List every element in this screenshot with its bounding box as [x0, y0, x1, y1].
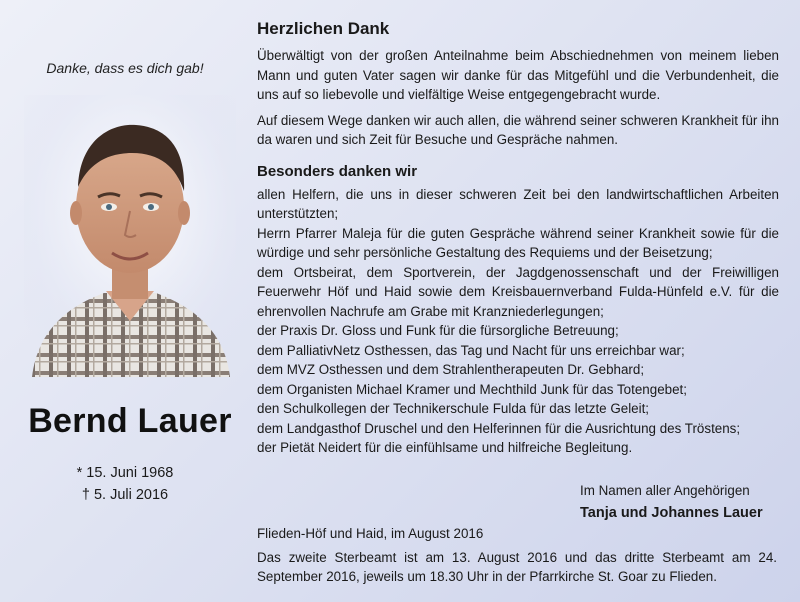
signature-intro: Im Namen aller Angehörigen	[580, 483, 750, 498]
deceased-name: Bernd Lauer	[28, 402, 232, 440]
life-dates	[0, 462, 250, 506]
thanks-item: Herrn Pfarrer Maleja für die guten Gespräche während seiner Krankheit sowie für die würdige und sehr persönliche Gestaltung des Requiems und der Beisetzung;	[257, 225, 779, 260]
portrait-photo	[24, 95, 236, 377]
thanks-item: dem PalliativNetz Osthessen, das Tag und Nacht für uns erreichbar war;	[257, 342, 685, 358]
subheading: Besonders danken wir	[257, 162, 418, 180]
signature-block	[580, 481, 763, 523]
paragraph-2: Auf diesem Wege danken wir auch allen, die während seiner schweren Krankheit für ihn da waren und sich Zeit für Besuche und Gespräche nahmen.	[257, 112, 779, 147]
left-column	[0, 0, 250, 602]
heading: Herzlichen Dank	[257, 19, 390, 38]
right-column	[257, 18, 779, 458]
signature-names: Tanja und Johannes Lauer	[580, 505, 763, 521]
thanks-item: dem MVZ Osthessen und dem Strahlentherapeuten Dr. Gebhard;	[257, 362, 645, 377]
thanks-item: dem Organisten Michael Kramer und Mechthild Junk für das Totengebet;	[257, 381, 687, 397]
mass-notice: Das zweite Sterbeamt ist am 13. August 2016 und das dritte Sterbeamt am 24. September 2016, jeweils um 18.30 Uhr in der Pfarrkirche St. Goar zu Flieden.	[257, 550, 777, 584]
thanks-item: dem Ortsbeirat, dem Sportverein, der Jagdgenossenschaft und der Freiwilligen Feuerwehr Höf und Haid sowie dem Kreisbauernverband Fulda-Hünfeld e.V. für die ehrenvollen Nachrufe am Grabe mit Kranzniederlegungen;	[257, 264, 779, 319]
thanks-item: der Praxis Dr. Gloss und Funk für die fürsorgliche Betreuung;	[257, 323, 619, 338]
thanks-item: der Pietät Neidert für die einfühlsame und hilfreiche Begleitung.	[257, 440, 633, 455]
thanks-item: dem Landgasthof Druschel und den Helferinnen für die Ausrichtung des Tröstens;	[257, 420, 741, 436]
thanks-item: den Schulkollegen der Technikerschule Fulda für das letzte Geleit;	[257, 401, 650, 416]
thanks-item: allen Helfern, die uns in dieser schweren Zeit bei den landwirtschaftlichen Arbeiten unterstützten;	[257, 186, 779, 221]
birth-date: * 15. Juni 1968	[76, 465, 174, 481]
place-date: Flieden-Höf und Haid, im August 2016	[257, 526, 484, 541]
thanks-list	[257, 185, 779, 458]
death-date: † 5. Juli 2016	[81, 487, 169, 503]
paragraph-1: Überwältigt von der großen Anteilnahme beim Abschiednehmen von meinem lieben Mann und guten Vater sagen wir danke für das Mitgefühl und die Verbundenheit, die uns auf so liebevolle und vielfältige Weise entgegengebracht wurde.	[257, 48, 779, 102]
motto: Danke, dass es dich gab!	[46, 60, 204, 76]
